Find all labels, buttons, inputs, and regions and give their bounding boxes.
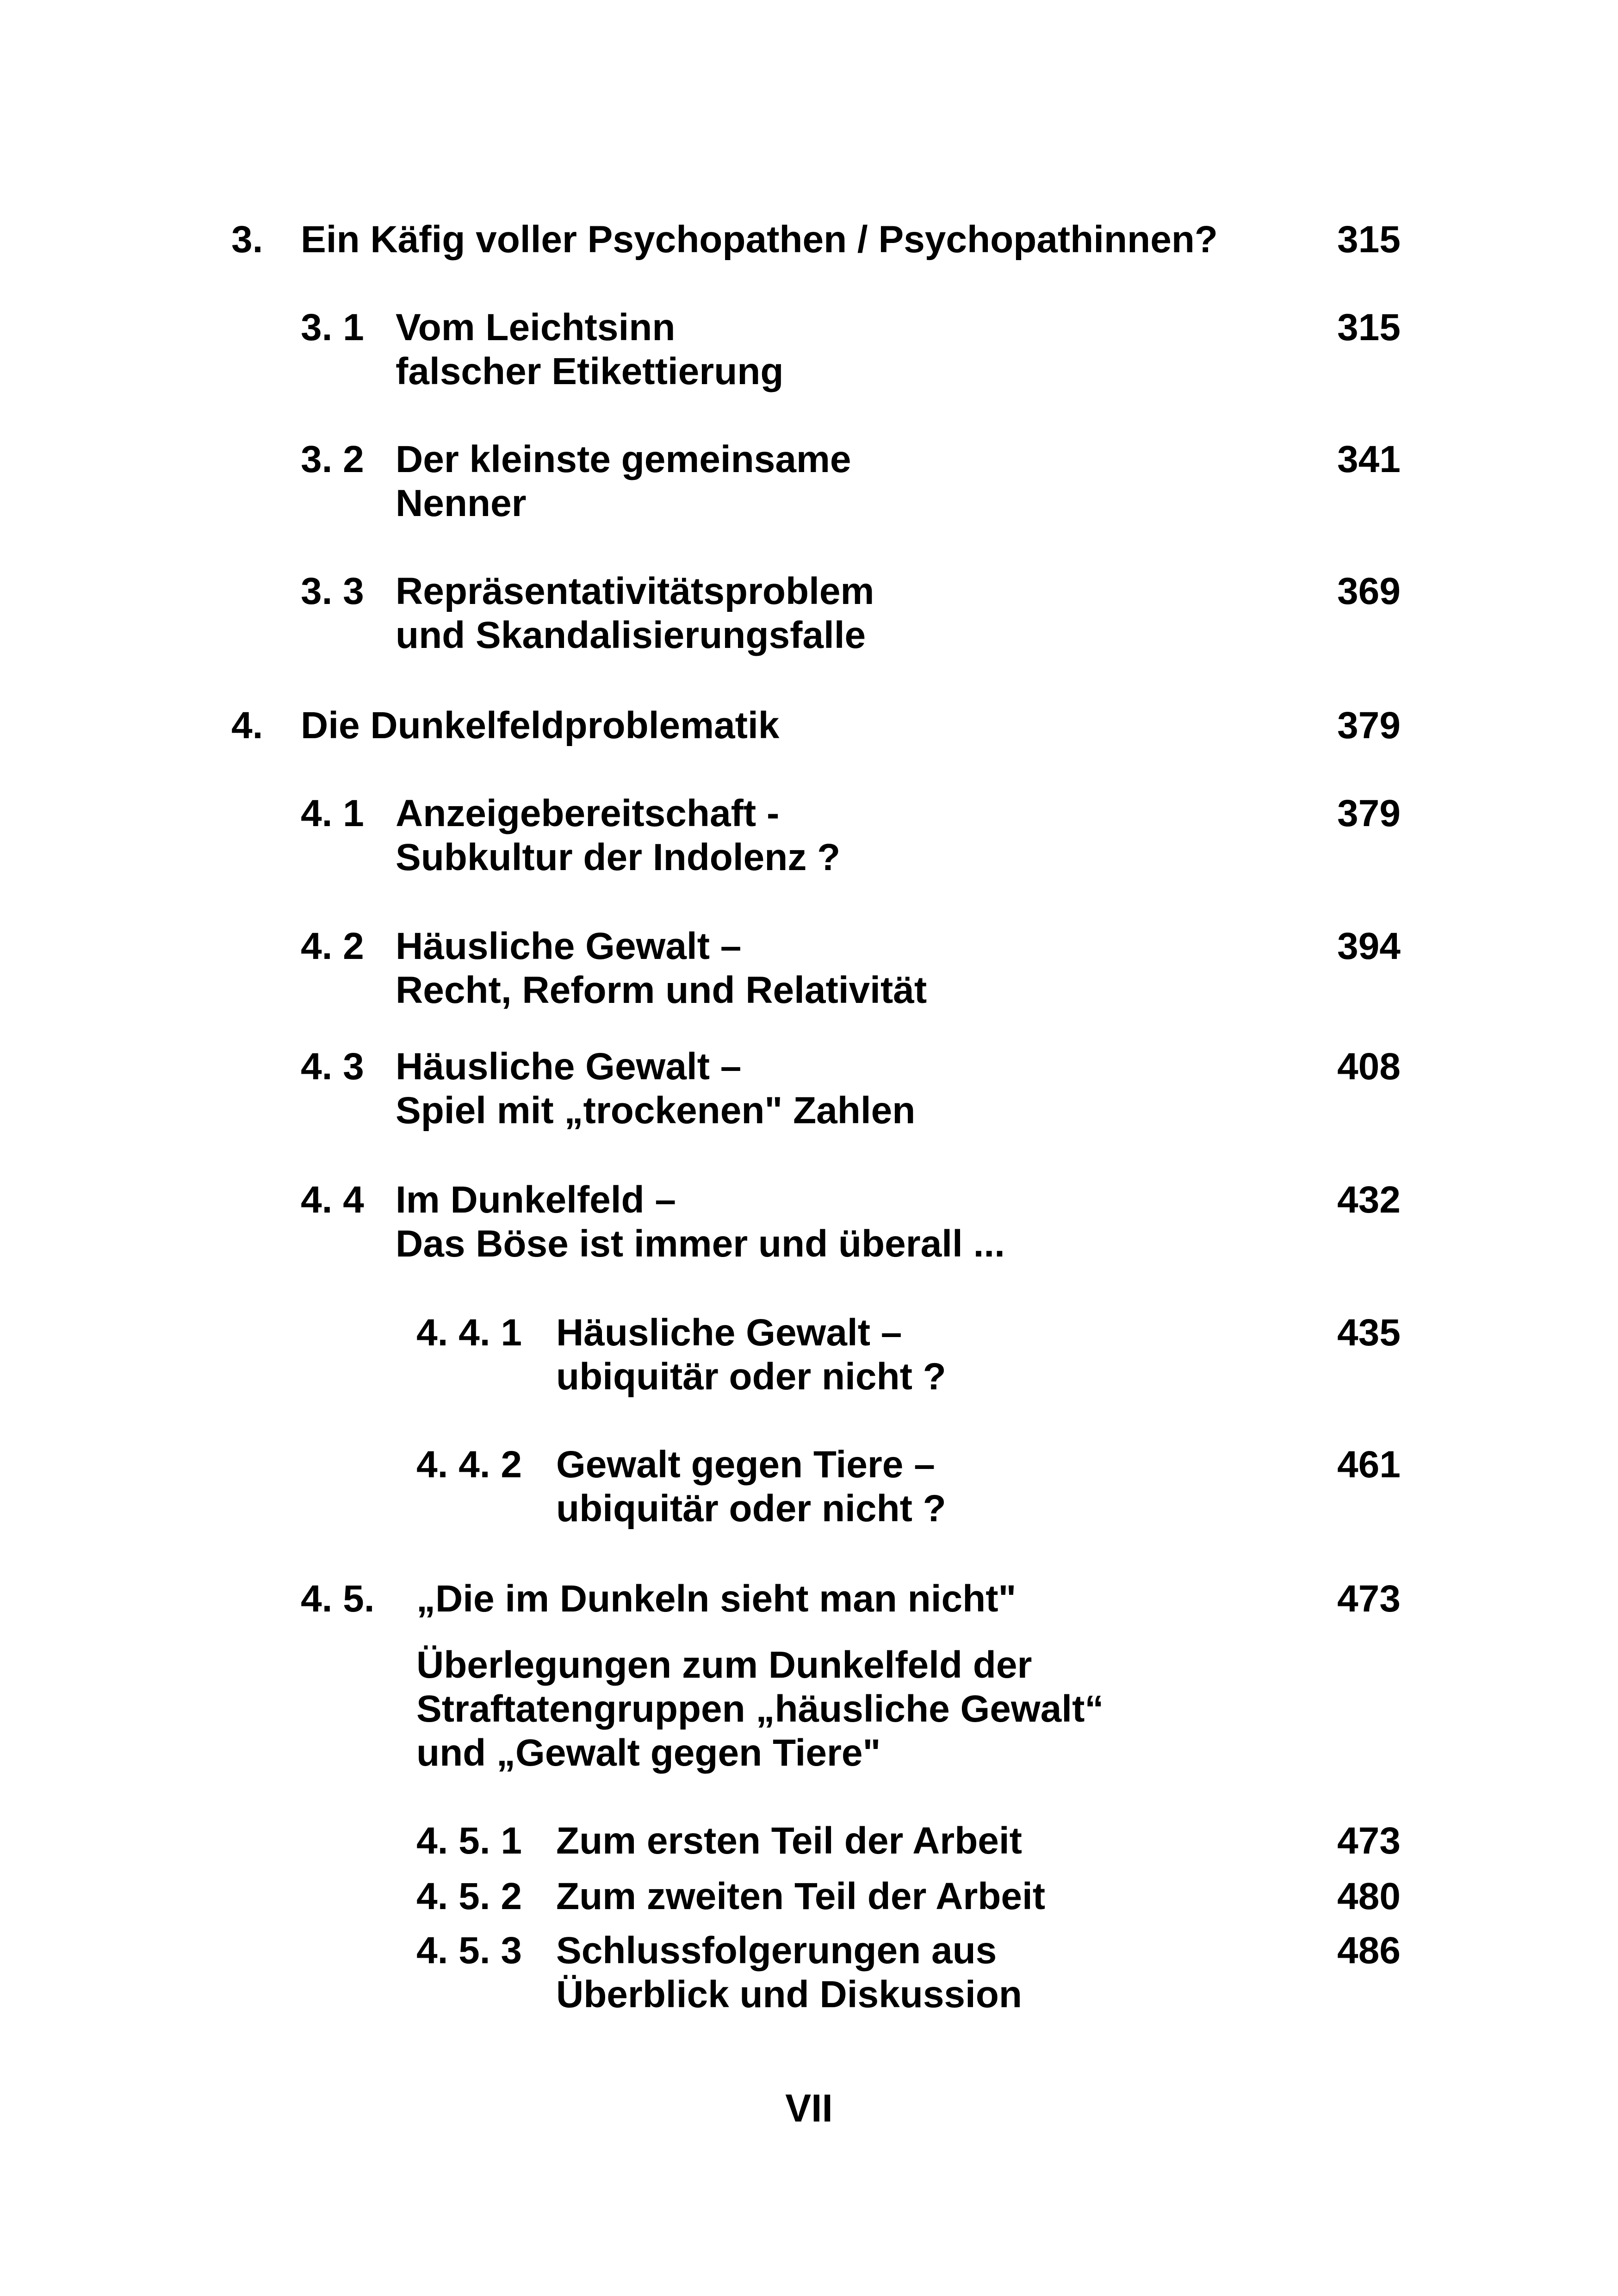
toc-number: 4. 1 — [301, 792, 364, 834]
toc-title: Der kleinste gemeinsame — [396, 438, 851, 480]
toc-entry-4-2-cont — [0, 968, 1618, 1014]
toc-entry-4-4-2[interactable] — [0, 1443, 1618, 1489]
toc-page-number: 369 — [1337, 570, 1401, 612]
toc-page-number: 486 — [1337, 1929, 1401, 1972]
toc-number: 3. 1 — [301, 306, 364, 348]
toc-title: Im Dunkelfeld – — [396, 1179, 676, 1221]
toc-page-number: 432 — [1337, 1179, 1401, 1221]
toc-title-line2: falscher Etikettierung — [396, 350, 784, 392]
toc-page-number: 473 — [1337, 1820, 1401, 1862]
toc-entry-3[interactable] — [0, 218, 1618, 264]
toc-number: 4. 3 — [301, 1045, 364, 1088]
toc-title-line2: Überblick und Diskussion — [556, 1973, 1022, 2016]
toc-title: Häusliche Gewalt – — [396, 925, 742, 967]
toc-title-line2: und Skandalisierungsfalle — [396, 614, 866, 656]
toc-entry-4-3[interactable] — [0, 1045, 1618, 1091]
toc-number: 4. 4. 2 — [416, 1444, 522, 1486]
toc-entry-4-5-3[interactable] — [0, 1929, 1618, 1975]
toc-entry-3-2-cont — [0, 481, 1618, 528]
toc-title: Gewalt gegen Tiere – — [556, 1444, 935, 1486]
toc-number: 4. — [231, 704, 263, 747]
toc-title: Repräsentativitätsproblem — [396, 570, 874, 612]
toc-number: 4. 4. 1 — [416, 1312, 522, 1354]
toc-page-number: 473 — [1337, 1578, 1401, 1620]
toc-entry-4-5[interactable] — [0, 1577, 1618, 1623]
toc-entry-4-1[interactable] — [0, 791, 1618, 838]
toc-page-number: 480 — [1337, 1875, 1401, 1917]
toc-entry-3-2[interactable] — [0, 437, 1618, 484]
toc-entry-4-5-subtitle-1 — [0, 1643, 1618, 1689]
toc-entry-4-4-cont — [0, 1222, 1618, 1268]
toc-title: Häusliche Gewalt – — [396, 1045, 742, 1088]
toc-entry-4-5-subtitle-2 — [0, 1687, 1618, 1733]
toc-page-number: 461 — [1337, 1444, 1401, 1486]
toc-entry-3-3-cont — [0, 613, 1618, 660]
toc-entry-4-4-2-cont — [0, 1487, 1618, 1533]
toc-entry-4[interactable] — [0, 703, 1618, 750]
toc-title: Zum zweiten Teil der Arbeit — [556, 1875, 1046, 1917]
toc-entry-3-1[interactable] — [0, 305, 1618, 352]
toc-page-number: 435 — [1337, 1312, 1401, 1354]
toc-entry-4-4-1-cont — [0, 1355, 1618, 1401]
toc-entry-4-4-1[interactable] — [0, 1311, 1618, 1357]
toc-title-line2: Spiel mit „trockenen" Zahlen — [396, 1089, 916, 1132]
toc-title-line2: Das Böse ist immer und überall ... — [396, 1223, 1005, 1265]
page-number: VII — [785, 2086, 833, 2130]
toc-number: 3. 3 — [301, 570, 364, 612]
toc-page-number: 315 — [1337, 306, 1401, 348]
toc-title: Häusliche Gewalt – — [556, 1312, 902, 1354]
toc-page-number: 379 — [1337, 704, 1401, 747]
toc-title-line2: Nenner — [396, 482, 527, 524]
toc-title: Ein Käfig voller Psychopathen / Psychopathinnen? — [301, 218, 1218, 261]
toc-subtitle-line: Überlegungen zum Dunkelfeld der — [416, 1644, 1032, 1686]
toc-entry-4-5-3-cont — [0, 1972, 1618, 2019]
toc-title: Zum ersten Teil der Arbeit — [556, 1820, 1022, 1862]
toc-page-number: 341 — [1337, 438, 1401, 480]
toc-title-line2: ubiquitär oder nicht ? — [556, 1356, 946, 1398]
toc-title: „Die im Dunkeln sieht man nicht" — [416, 1578, 1017, 1620]
toc-entry-4-5-subtitle-3 — [0, 1731, 1618, 1777]
toc-entry-3-3[interactable] — [0, 569, 1618, 616]
toc-number: 3. 2 — [301, 438, 364, 480]
toc-title: Vom Leichtsinn — [396, 306, 676, 348]
toc-number: 4. 5. 2 — [416, 1875, 522, 1917]
toc-entry-4-4[interactable] — [0, 1178, 1618, 1224]
toc-subtitle-line: und „Gewalt gegen Tiere" — [416, 1732, 881, 1774]
toc-entry-3-1-cont — [0, 349, 1618, 396]
toc-page-number: 408 — [1337, 1045, 1401, 1088]
toc-number: 4. 5. 1 — [416, 1820, 522, 1862]
toc-title-line2: Subkultur der Indolenz ? — [396, 836, 841, 878]
toc-entry-4-2[interactable] — [0, 924, 1618, 971]
toc-number: 4. 5. — [301, 1578, 375, 1620]
toc-title-line2: ubiquitär oder nicht ? — [556, 1487, 946, 1530]
toc-title-line2: Recht, Reform und Relativität — [396, 969, 927, 1011]
toc-title: Die Dunkelfeldproblematik — [301, 704, 780, 747]
toc-title: Anzeigebereitschaft - — [396, 792, 780, 834]
toc-entry-4-5-1[interactable] — [0, 1819, 1618, 1865]
toc-page-number: 379 — [1337, 792, 1401, 834]
toc-page-number: 315 — [1337, 218, 1401, 261]
toc-title: Schlussfolgerungen aus — [556, 1929, 997, 1972]
toc-entry-4-5-2[interactable] — [0, 1874, 1618, 1921]
toc-page-number: 394 — [1337, 925, 1401, 967]
toc-subtitle-line: Straftatengruppen „häusliche Gewalt“ — [416, 1688, 1104, 1730]
toc-number: 4. 4 — [301, 1179, 364, 1221]
toc-entry-4-3-cont — [0, 1089, 1618, 1135]
toc-entry-4-1-cont — [0, 835, 1618, 882]
toc-number: 4. 5. 3 — [416, 1929, 522, 1972]
toc-number: 3. — [231, 218, 263, 261]
toc-number: 4. 2 — [301, 925, 364, 967]
